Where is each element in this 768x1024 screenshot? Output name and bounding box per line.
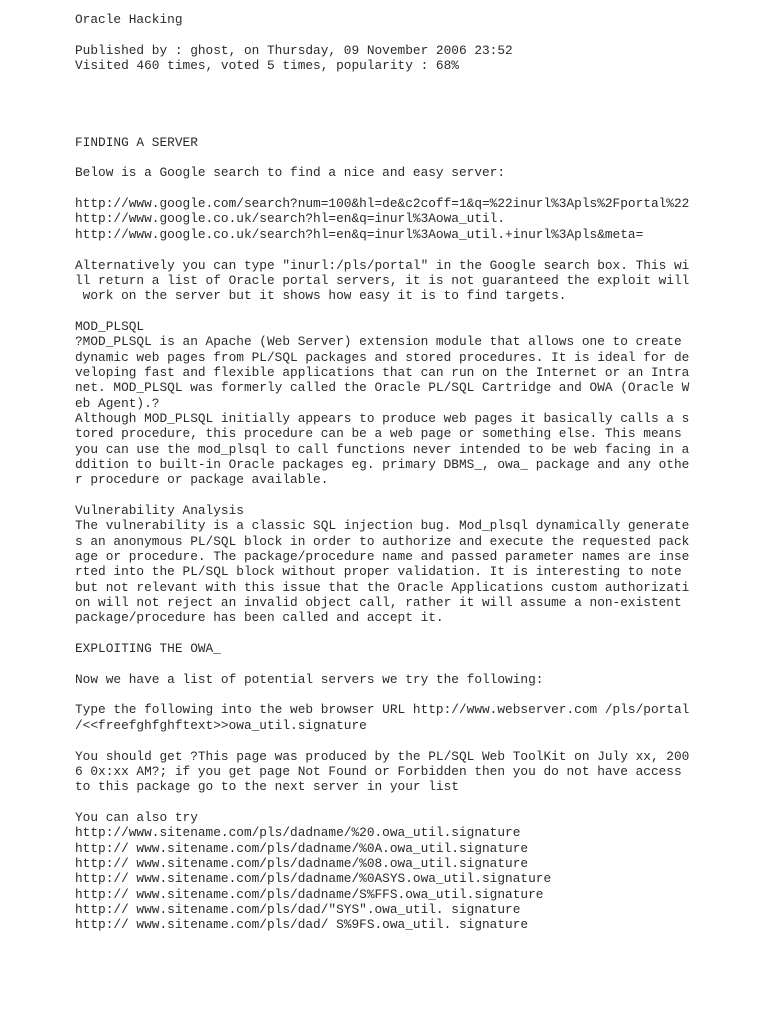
text-line: Visited 460 times, voted 5 times, popularity : 68% xyxy=(75,58,459,74)
text-line: on will not reject an invalid object call, rather it will assume a non-existent xyxy=(75,595,682,611)
text-line: package/procedure has been called and accept it. xyxy=(75,610,444,626)
text-line: http:// www.sitename.com/pls/dadname/%0A.owa_util.signature xyxy=(75,840,529,856)
text-line: r procedure or package available. xyxy=(75,472,329,488)
text-line: s an anonymous PL/SQL block in order to authorize and execute the requested pack xyxy=(75,533,690,549)
blank-line xyxy=(75,795,755,810)
text-line: age or procedure. The package/procedure name and passed parameter names are inse xyxy=(75,549,690,565)
text-line: Type the following into the web browser URL http://www.webserver.com /pls/portal xyxy=(75,702,690,718)
text-line: Oracle Hacking xyxy=(75,12,183,27)
text-line: http://www.google.com/search?num=100&hl=de&c2coff=1&q=%22inurl%3Apls%2Fportal%22 xyxy=(75,196,690,212)
text-line: rted into the PL/SQL block without proper validation. It is interesting to note xyxy=(75,564,682,580)
text-line: ?MOD_PLSQL is an Apache (Web Server) extension module that allows one to create xyxy=(75,334,682,350)
text-line: Published by : ghost, on Thursday, 09 November 2006 23:52 xyxy=(75,42,513,58)
text-line: FINDING A SERVER xyxy=(75,134,198,150)
blank-line xyxy=(75,687,755,702)
blank-line xyxy=(75,304,755,319)
text-line: You should get ?This page was produced by the PL/SQL Web ToolKit on July xx, 200 xyxy=(75,748,690,764)
document-body xyxy=(75,12,755,933)
text-line: to this package go to the next server in your list xyxy=(75,779,459,795)
text-line: MOD_PLSQL xyxy=(75,318,145,334)
text-line: http:// www.sitename.com/pls/dadname/%08.owa_util.signature xyxy=(75,855,529,871)
text-line: http:// www.sitename.com/pls/dadname/%0ASYS.owa_util.signature xyxy=(75,871,552,887)
blank-line xyxy=(75,104,755,119)
text-line: http:// www.sitename.com/pls/dad/"SYS".owa_util. signature xyxy=(75,901,521,917)
text-line: Below is a Google search to find a nice and easy server: xyxy=(75,165,506,181)
blank-line xyxy=(75,27,755,42)
blank-line xyxy=(75,150,755,165)
blank-line xyxy=(75,656,755,671)
blank-line xyxy=(75,733,755,748)
text-line: but not relevant with this issue that the Oracle Applications custom authorizati xyxy=(75,579,690,595)
text-line: Now we have a list of potential servers we try the following: xyxy=(75,671,544,687)
text-line: The vulnerability is a classic SQL injection bug. Mod_plsql dynamically generate xyxy=(75,518,690,534)
text-line: Although MOD_PLSQL initially appears to produce web pages it basically calls a s xyxy=(75,410,690,426)
text-line: http://www.google.co.uk/search?hl=en&q=inurl%3Aowa_util.+inurl%3Apls&meta= xyxy=(75,226,644,242)
text-line: http://www.google.co.uk/search?hl=en&q=inurl%3Aowa_util. xyxy=(75,211,506,227)
text-line: dynamic web pages from PL/SQL packages and stored procedures. It is ideal for de xyxy=(75,349,690,365)
blank-line xyxy=(75,488,755,503)
text-line: ll return a list of Oracle portal servers, it is not guaranteed the exploit will xyxy=(75,272,690,288)
text-line: eb Agent).? xyxy=(75,395,160,411)
text-line: /<<freefghfghftext>>owa_util.signature xyxy=(75,717,367,733)
blank-line xyxy=(75,626,755,641)
blank-line xyxy=(75,181,755,196)
blank-line xyxy=(75,119,755,134)
text-line: work on the server but it shows how easy it is to find targets. xyxy=(75,288,567,304)
text-line: 6 0x:xx AM?; if you get page Not Found or Forbidden then you do not have access xyxy=(75,763,682,779)
blank-line xyxy=(75,73,755,88)
text-line: Vulnerability Analysis xyxy=(75,503,244,518)
blank-line xyxy=(75,89,755,104)
text-line: tored procedure, this procedure can be a web page or something else. This means xyxy=(75,426,682,442)
text-line: http:// www.sitename.com/pls/dadname/S%FFS.owa_util.signature xyxy=(75,886,544,902)
text-line: ddition to built-in Oracle packages eg. primary DBMS_, owa_ package and any othe xyxy=(75,456,690,472)
text-line: you can use the mod_plsql to call functions never intended to be web facing in a xyxy=(75,441,690,457)
blank-line xyxy=(75,242,755,257)
text-line: Alternatively you can type "inurl:/pls/portal" in the Google search box. This wi xyxy=(75,257,690,273)
text-line: EXPLOITING THE OWA_ xyxy=(75,641,221,657)
text-line: http:// www.sitename.com/pls/dad/ S%9FS.owa_util. signature xyxy=(75,917,529,933)
text-line: net. MOD_PLSQL was formerly called the Oracle PL/SQL Cartridge and OWA (Oracle W xyxy=(75,380,690,396)
text-line: You can also try xyxy=(75,809,198,825)
text-line: veloping fast and flexible applications that can run on the Internet or an Intra xyxy=(75,364,690,380)
text-line: http://www.sitename.com/pls/dadname/%20.owa_util.signature xyxy=(75,825,521,841)
